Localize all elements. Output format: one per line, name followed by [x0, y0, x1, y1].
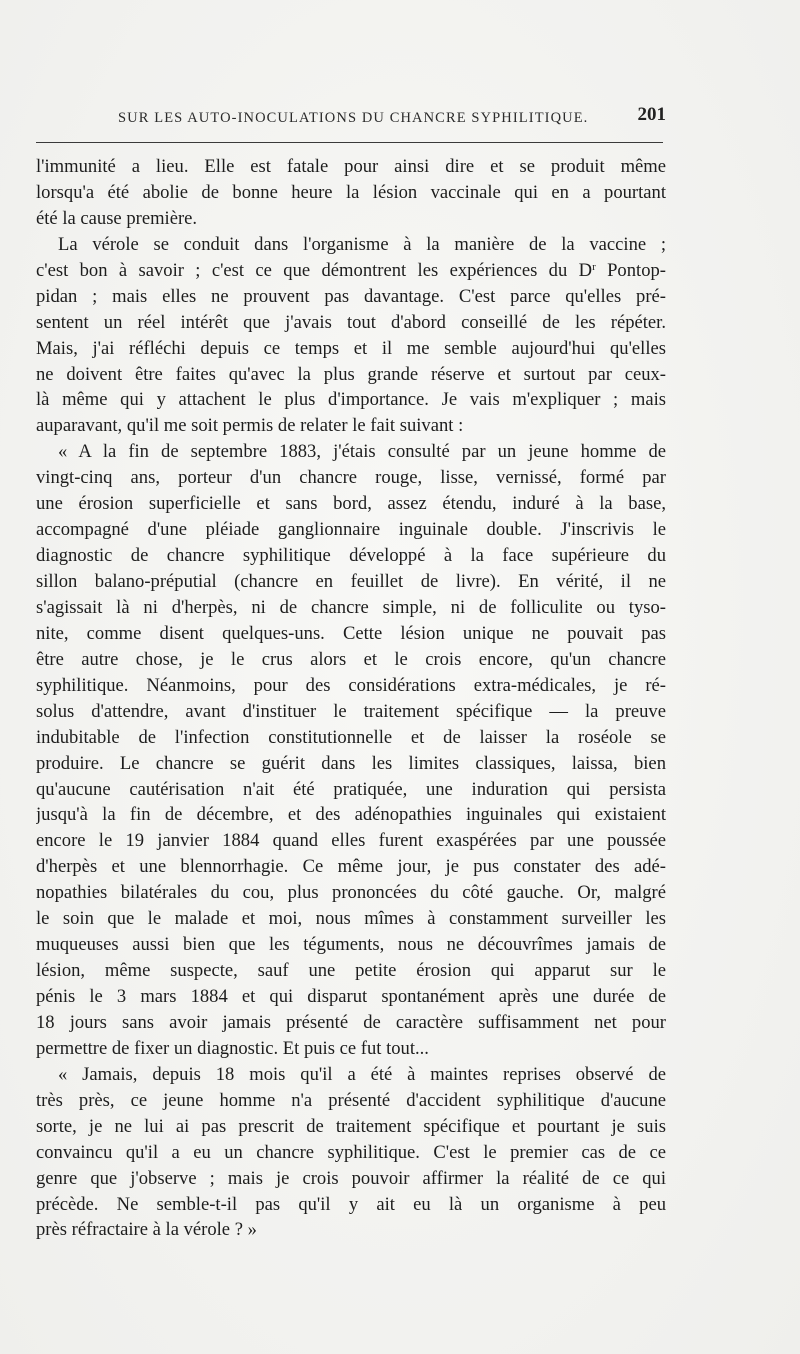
text-line: jusqu'à la fin de décembre, et des adénopathies inguinales qui existaient: [36, 804, 666, 826]
text-line: s'agissait là ni d'herpès, ni de chancre simple, ni de folliculite ou tyso-: [36, 596, 666, 618]
text-line: précède. Ne semble-t-il pas qu'il y ait eu là un organisme à peu: [36, 1193, 666, 1215]
text-segment: Pontop-: [595, 259, 666, 281]
text-line: diagnostic de chancre syphilitique développé à la face supérieure du: [36, 545, 666, 567]
text-line: [36, 258, 666, 284]
text-line: été la cause première.: [36, 207, 198, 229]
text-line: lésion, même suspecte, sauf une petite érosion qui apparut sur le: [36, 960, 666, 982]
text-line: indubitable de l'infection constitutionnelle et de laisser la roséole se: [36, 726, 666, 748]
running-head: SUR LES AUTO-INOCULATIONS DU CHANCRE SYPHILITIQUE.: [118, 110, 589, 126]
text-line: syphilitique. Néanmoins, pour des considérations extra-médicales, je ré-: [36, 674, 666, 696]
text-line: encore le 19 janvier 1884 quand elles furent exaspérées par une poussée: [36, 830, 666, 852]
text-line: produire. Le chancre se guérit dans les limites classiques, laissa, bien: [36, 752, 666, 774]
text-line: sorte, je ne lui ai pas prescrit de traitement spécifique et pourtant je suis: [36, 1115, 666, 1137]
text-line: le soin que le malade et moi, nous mîmes à constamment surveiller les: [36, 908, 666, 930]
text-line: ne doivent être faites qu'avec la plus grande réserve et surtout par ceux-: [36, 363, 666, 385]
text-line: vingt-cinq ans, porteur d'un chancre rouge, lisse, vernissé, formé par: [36, 467, 666, 489]
text-line: près réfractaire à la vérole ? »: [36, 1219, 257, 1241]
text-line: pidan ; mais elles ne prouvent pas davantage. C'est parce qu'elles pré-: [36, 285, 666, 307]
text-line: La vérole se conduit dans l'organisme à la manière de la vaccine ;: [58, 233, 666, 255]
text-line: muqueuses aussi bien que les téguments, nous ne découvrîmes jamais de: [36, 934, 666, 956]
text-line: permettre de fixer un diagnostic. Et puis ce fut tout...: [36, 1037, 429, 1059]
text-line: une érosion superficielle et sans bord, assez étendu, induré à la base,: [36, 493, 666, 515]
text-line: être autre chose, je le crus alors et le crois encore, qu'un chancre: [36, 648, 666, 670]
text-line: pénis le 3 mars 1884 et qui disparut spontanément après une durée de: [36, 986, 666, 1007]
text-line: « Jamais, depuis 18 mois qu'il a été à maintes reprises observé de: [58, 1063, 666, 1085]
text-line: nite, comme disent quelques-uns. Cette lésion unique ne pouvait pas: [36, 622, 666, 644]
body-text: [36, 154, 666, 1243]
text-segment: c'est bon à savoir ; c'est ce que démontrent les expériences du D: [36, 259, 593, 281]
text-line: là même qui y attachent le plus d'importance. Je vais m'expliquer ; mais: [36, 389, 666, 411]
text-line: sillon balano-préputial (chancre en feuillet de livre). En vérité, il ne: [36, 571, 666, 592]
text-line: Mais, j'ai réfléchi depuis ce temps et il me semble aujourd'hui qu'elles: [36, 337, 666, 359]
header-rule: [36, 142, 663, 143]
superscript-r: r: [592, 260, 596, 273]
text-line: genre que j'observe ; mais je crois pouvoir affirmer la réalité de ce qui: [36, 1167, 666, 1189]
page-number: 201: [637, 104, 666, 125]
text-line: nopathies bilatérales du cou, plus prononcées du côté gauche. Or, malgré: [36, 882, 666, 904]
text-line: sentent un réel intérêt que j'avais tout d'abord conseillé de les répéter.: [36, 311, 666, 333]
text-line: très près, ce jeune homme n'a présenté d'accident syphilitique d'aucune: [36, 1089, 666, 1111]
text-line: solus d'attendre, avant d'instituer le traitement spécifique — la preuve: [36, 700, 666, 722]
text-line: « A la fin de septembre 1883, j'étais consulté par un jeune homme de: [58, 441, 666, 463]
text-line: lorsqu'a été abolie de bonne heure la lésion vaccinale qui en a pourtant: [36, 181, 666, 203]
text-line: l'immunité a lieu. Elle est fatale pour ainsi dire et se produit même: [36, 156, 666, 177]
text-line: qu'aucune cautérisation n'ait été pratiquée, une induration qui persista: [36, 778, 666, 800]
text-line: accompagné d'une pléiade ganglionnaire inguinale double. J'inscrivis le: [36, 519, 666, 541]
page-header: [36, 104, 666, 134]
text-line: auparavant, qu'il me soit permis de relater le fait suivant :: [36, 415, 464, 437]
text-line: convaincu qu'il a eu un chancre syphilitique. C'est le premier cas de ce: [36, 1141, 666, 1163]
text-line: d'herpès et une blennorrhagie. Ce même jour, je pus constater des adé-: [36, 856, 666, 878]
text-line: 18 jours sans avoir jamais présenté de caractère suffisamment net pour: [36, 1011, 666, 1033]
